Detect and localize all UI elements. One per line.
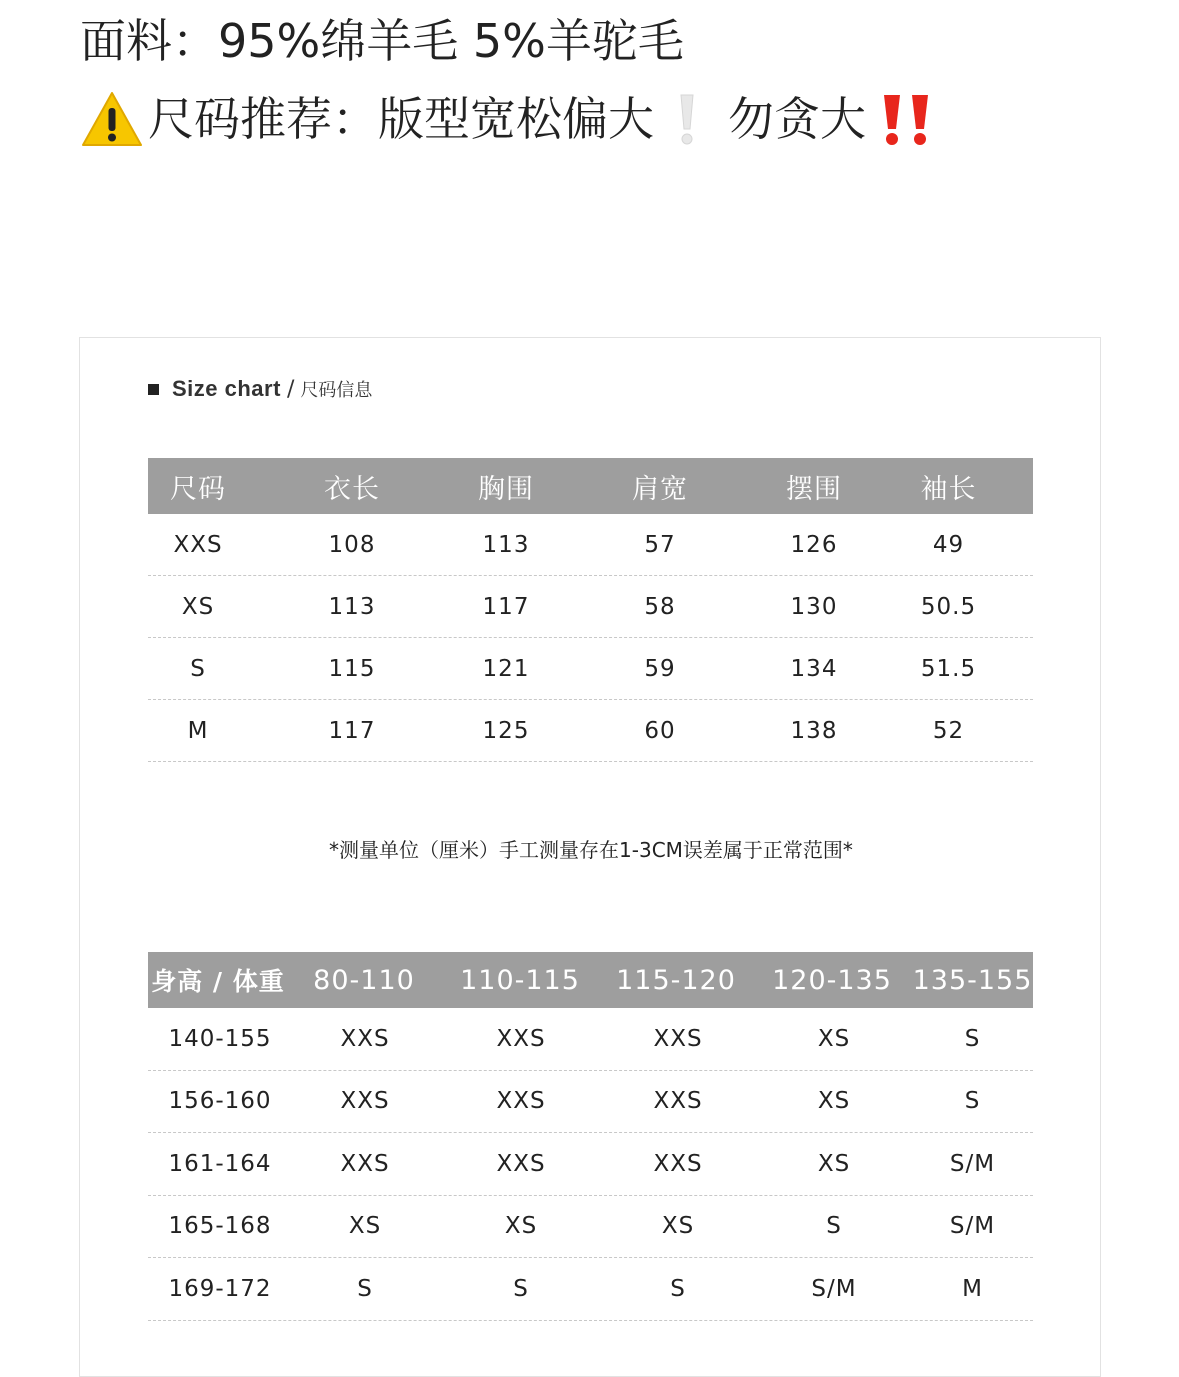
table-cell: S (964, 1088, 981, 1115)
header-cell: 摆围 (786, 473, 842, 505)
size-advice-tail: 勿贪大 (728, 92, 866, 146)
table-cell: 113 (328, 593, 376, 620)
table-cell: XS (661, 1213, 695, 1240)
size-chart-title (148, 376, 372, 402)
table-cell: 50.5 (920, 593, 977, 620)
table-cell: 126 (790, 531, 838, 558)
header-cell: 115-120 (616, 964, 736, 996)
table-cell: S (670, 1275, 686, 1302)
table-cell: S (964, 1025, 981, 1052)
table-cell: 57 (644, 531, 676, 558)
table-cell: XS (348, 1213, 382, 1240)
table-cell: M (187, 717, 209, 744)
table-cell: XS (504, 1213, 538, 1240)
header-cell: 尺码 (170, 473, 226, 505)
title-separator: / (286, 376, 295, 402)
table-cell: S/M (949, 1150, 996, 1177)
table-row (148, 1196, 1033, 1259)
table-cell: 125 (482, 717, 530, 744)
table-cell: 108 (328, 531, 376, 558)
table-cell: 51.5 (920, 655, 977, 682)
header-cell: 身高 / 体重 (151, 967, 285, 996)
recommend-table-header (148, 952, 1033, 1008)
table-cell: 140-155 (168, 1025, 272, 1052)
table-cell: S (513, 1275, 529, 1302)
table-cell: 134 (790, 655, 838, 682)
table-cell: XXS (496, 1088, 546, 1115)
table-cell: 49 (932, 531, 965, 558)
table-cell: S/M (949, 1213, 996, 1240)
measurement-note: *测量单位（厘米）手工测量存在1-3CM误差属于正常范围* (329, 838, 853, 862)
table-cell: 52 (932, 717, 965, 744)
table-cell: XXS (653, 1025, 703, 1052)
table-cell: S (190, 655, 206, 682)
table-cell: 121 (482, 655, 530, 682)
table-cell: XXS (496, 1025, 546, 1052)
table-cell: M (962, 1275, 983, 1302)
header-cell: 肩宽 (632, 473, 688, 505)
table-cell: 60 (644, 717, 676, 744)
table-cell: XXS (173, 531, 223, 558)
table-cell: XXS (340, 1025, 390, 1052)
header-cell: 胸围 (478, 473, 534, 505)
table-cell: XXS (496, 1150, 546, 1177)
table-cell: XXS (340, 1150, 390, 1177)
table-row (148, 700, 1033, 762)
size-advice-label: 尺码推荐：版型宽松偏大 (148, 92, 654, 146)
header-cell: 135-155 (912, 964, 1033, 996)
table-cell: XS (181, 593, 215, 620)
table-cell: 138 (790, 717, 838, 744)
table-cell: 115 (328, 655, 376, 682)
garment-size-table (148, 458, 1033, 762)
table-cell: 117 (482, 593, 530, 620)
table-row (148, 1133, 1033, 1196)
table-cell: 130 (790, 593, 838, 620)
header-cell: 袖长 (920, 473, 977, 505)
table-cell: XXS (653, 1150, 703, 1177)
table-row (148, 514, 1033, 576)
table-cell: S/M (811, 1275, 857, 1302)
table-cell: 161-164 (168, 1150, 272, 1177)
size-chart-card (79, 337, 1101, 1377)
table-row (148, 1071, 1033, 1134)
table-cell: 58 (644, 593, 676, 620)
table-cell: 165-168 (168, 1213, 272, 1240)
garment-table-header (148, 458, 1033, 514)
table-row (148, 1258, 1033, 1321)
table-cell: XXS (653, 1088, 703, 1115)
header-cell: 衣长 (324, 473, 380, 505)
warning-icon (80, 89, 144, 149)
table-cell: 156-160 (168, 1088, 272, 1115)
header-cell: 110-115 (460, 964, 580, 996)
size-recommend-table (148, 952, 1033, 1321)
table-cell: S (826, 1213, 842, 1240)
table-cell: XS (817, 1088, 851, 1115)
size-chart-title-zh: 尺码信息 (300, 380, 373, 401)
fabric-line: 面料：95%绵羊毛 5%羊驼毛 (80, 14, 684, 68)
header-cell: 120-135 (772, 964, 892, 996)
table-row (148, 638, 1033, 700)
table-cell: 59 (644, 655, 676, 682)
size-chart-title-en: Size chart (172, 376, 281, 401)
table-cell: XXS (340, 1088, 390, 1115)
table-cell: XS (817, 1025, 851, 1052)
bullet-square-icon (148, 384, 159, 395)
table-cell: 117 (328, 717, 376, 744)
table-cell: 113 (482, 531, 530, 558)
header-cell: 80-110 (313, 964, 415, 996)
table-row (148, 576, 1033, 638)
white-exclamation-icon (672, 89, 702, 149)
table-cell: S (357, 1275, 373, 1302)
size-advice-line (80, 86, 934, 152)
table-row (148, 1008, 1033, 1071)
double-exclamation-icon (880, 89, 934, 149)
table-cell: XS (817, 1150, 851, 1177)
table-cell: 169-172 (168, 1275, 272, 1302)
